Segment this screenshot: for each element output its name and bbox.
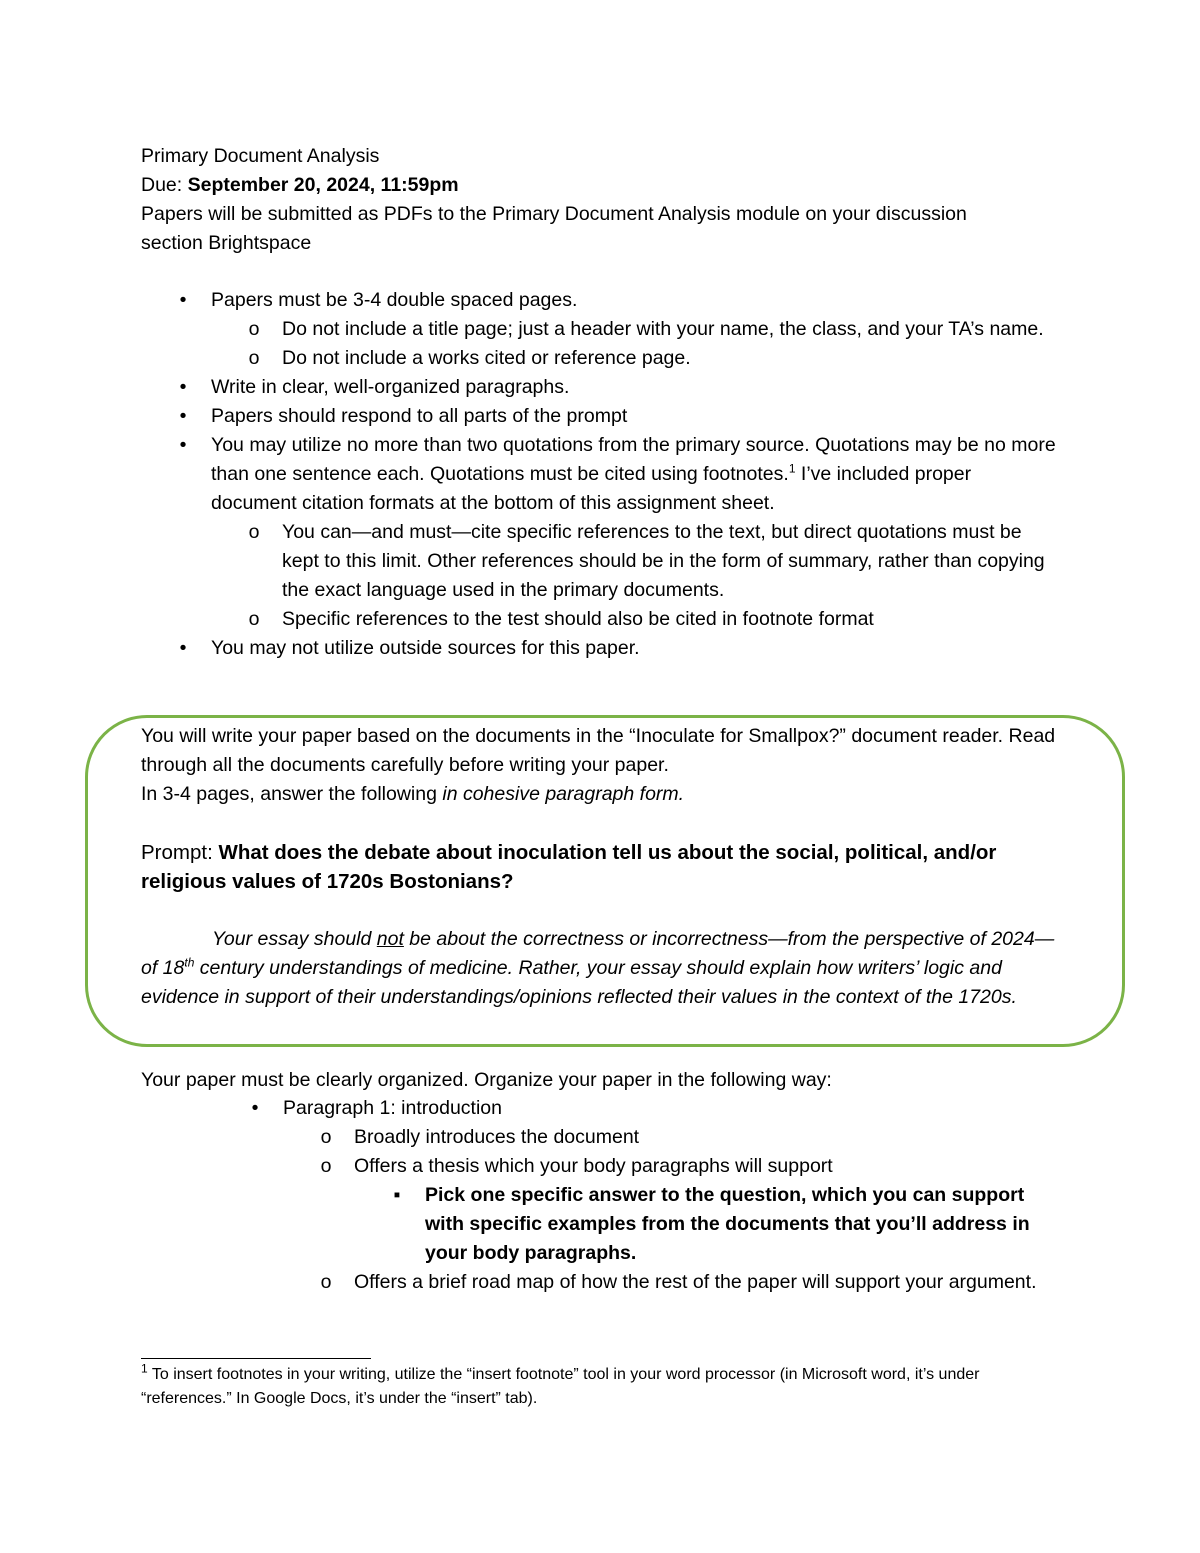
bullet-icon: • [179,405,187,427]
bullet-icon: • [251,1097,259,1119]
bullet-icon: • [179,289,187,311]
list-item: o You can—and must—cite specific references to the text, but direct quotations must be kept to this limit. Other references should be in the form of summary, rather than copying the exact language used in the primary documents. [282,518,1061,605]
circle-bullet-icon: o [248,608,260,630]
document-header [141,142,1061,258]
list-item: o Do not include a title page; just a header with your name, the class, and your TA’s name. [282,315,1061,344]
footnote [141,1363,1061,1411]
organization-intro: Your paper must be clearly organized. Organize your paper in the following way: [141,1069,832,1091]
list-item: • Papers should respond to all parts of the prompt [211,402,1061,431]
list-item: • Paragraph 1: introduction [283,1094,1053,1123]
list-item: o Do not include a works cited or reference page. [282,344,1061,373]
prompt-box [141,722,1056,1012]
footnote-reference[interactable]: 1 [788,461,796,476]
submission-line-1: Papers will be submitted as PDFs to the Primary Document Analysis module on your discussion [141,203,967,225]
circle-bullet-icon: o [320,1271,332,1293]
submission-line-2: section Brightspace [141,232,312,254]
list-item: • You may utilize no more than two quotations from the primary source. Quotations may be no more than one sentence each. Quotations must be cited using footnotes.$^1$ I’ve included proper document citation formats at the bottom of this assignment sheet. [211,431,1061,518]
list-item: o Offers a thesis which your body paragraphs will support [354,1152,1053,1181]
due-line [141,171,1061,200]
page-title: Primary Document Analysis [141,145,380,167]
box-intro: You will write your paper based on the documents in the “Inoculate for Smallpox?” document reader. Read through all the documents carefully before writing your paper. [141,725,1056,776]
list-item: • You may not utilize outside sources for this paper. [211,634,1061,663]
prompt-question: What does the debate about inoculation tell us about the social, political, and/or religious values of 1720s Bostonians? [141,841,997,893]
circle-bullet-icon: o [248,347,260,369]
circle-bullet-icon: o [320,1155,332,1177]
box-instruction: In 3-4 pages, answer the following in cohesive paragraph form. [141,783,685,805]
list-item: o Broadly introduces the document [354,1123,1053,1152]
prompt [141,838,1056,896]
list-item: • Papers must be 3-4 double spaced pages. [211,286,1061,315]
prompt-note: Your essay should not be about the correctness or incorrectness—from the perspective of 2024—of 18th century understandings of medicine. Rather, your essay should explain how writers’ logic and evidence in support of their understandings/opinions reflected their values in the context of the 1720s. [141,928,1055,1008]
bullet-icon: • [179,637,187,659]
footnote-separator [141,1358,371,1359]
organization-list [251,1094,1053,1297]
requirements-list [179,286,1061,663]
list-item: ▪ Pick one specific answer to the question, which you can support with specific examples from the documents that you’ll address in your body paragraphs. [425,1181,1053,1268]
list-item: • Write in clear, well-organized paragraphs. [211,373,1061,402]
due-date: September 20, 2024, 11:59pm [187,174,459,196]
square-bullet-icon: ▪ [393,1184,401,1206]
circle-bullet-icon: o [248,521,260,543]
prompt-label: Prompt: [141,841,219,864]
circle-bullet-icon: o [248,318,260,340]
bullet-icon: • [179,376,187,398]
footnote-number: 1 [141,1361,148,1376]
list-item: o Specific references to the test should also be cited in footnote format [282,605,1061,634]
list-item: o Offers a brief road map of how the rest of the paper will support your argument. [354,1268,1053,1297]
footnote-text: To insert footnotes in your writing, utilize the “insert footnote” tool in your word processor (in Microsoft word, it’s under “references.” In Google Docs, it’s under the “insert” tab). [141,1366,980,1407]
bullet-icon: • [179,434,187,456]
due-label: Due: [141,174,188,196]
circle-bullet-icon: o [320,1126,332,1148]
